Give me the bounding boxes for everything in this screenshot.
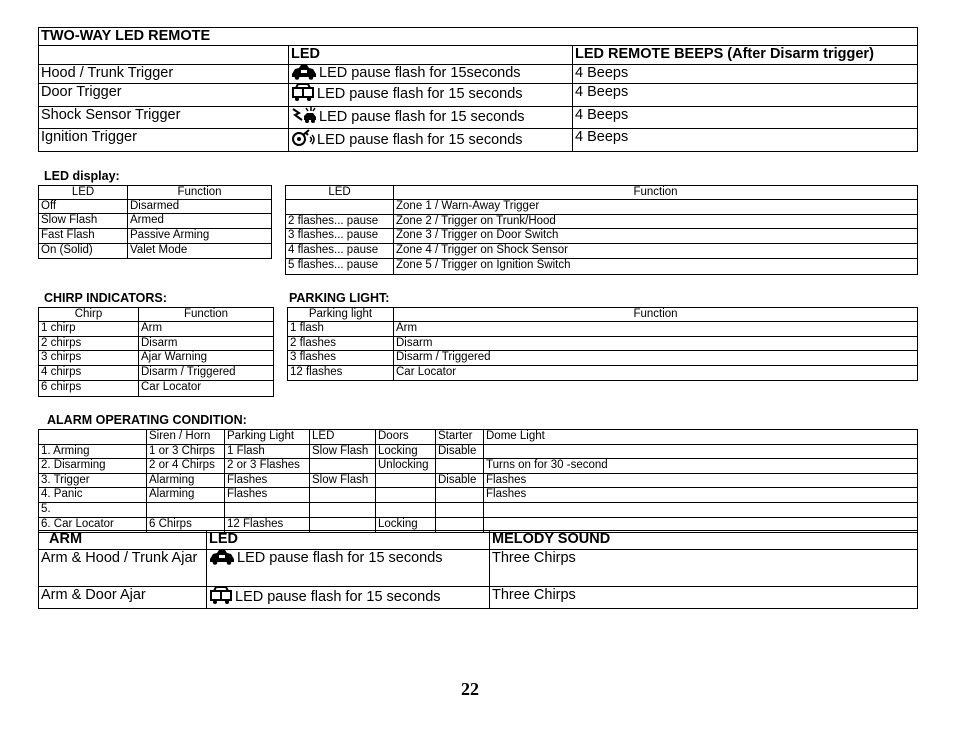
alarm-cell: 12 Flashes [225, 517, 310, 532]
table-row [286, 215, 918, 229]
alarm-cell [484, 445, 918, 459]
two-way-title: TWO-WAY LED REMOTE [39, 28, 918, 46]
led-text: LED pause flash for 15seconds [319, 65, 521, 81]
alarm-cell [436, 459, 484, 474]
function-cell: Car Locator [394, 366, 918, 381]
melody-cell: Three Chirps [490, 550, 918, 587]
alarm-cell [376, 503, 436, 517]
parking-cell: 12 flashes [288, 366, 394, 381]
parking-header: Parking light [288, 308, 394, 322]
alarm-cell [376, 488, 436, 503]
led-cell [289, 107, 573, 129]
function-cell: Disarm / Triggered [139, 366, 274, 380]
function-cell: Disarm [394, 337, 918, 351]
arm-cell: Arm & Door Ajar [39, 587, 207, 609]
alarm-cell: Flashes [484, 488, 918, 503]
led-cell: Off [39, 200, 128, 214]
function-cell: Arm [394, 322, 918, 337]
alarm-header [39, 430, 147, 445]
alarm-header: Doors [376, 430, 436, 445]
led-display-table [38, 185, 271, 259]
alarm-cell [310, 488, 376, 503]
parking-light-table [287, 307, 917, 381]
led-display-header-function: Function [128, 186, 272, 200]
led-cell: 5 flashes... pause [286, 258, 394, 274]
alarm-cell [436, 488, 484, 503]
table-row [39, 587, 918, 609]
function-cell: Disarm / Triggered [394, 351, 918, 366]
alarm-header: Siren / Horn [147, 430, 225, 445]
alarm-cell [147, 503, 225, 517]
beeps-cell: 4 Beeps [573, 129, 918, 152]
alarm-cell: 5. [39, 503, 147, 517]
car-hood-icon [209, 550, 235, 565]
car-hood-icon [291, 65, 317, 80]
led-cell [289, 65, 573, 84]
alarm-header: Dome Light [484, 430, 918, 445]
alarm-cell: 6 Chirps [147, 517, 225, 532]
chirp-function-header: Function [139, 308, 274, 322]
alarm-cell: Flashes [225, 488, 310, 503]
alarm-header: Parking Light [225, 430, 310, 445]
table-row [39, 322, 274, 337]
function-cell: Car Locator [139, 380, 274, 396]
car-door-icon [209, 587, 233, 604]
two-way-led-remote-table [38, 27, 917, 152]
led-cell [289, 129, 573, 152]
header-arm: ARM [39, 531, 207, 550]
shock-sensor-icon [291, 107, 317, 124]
table-row [288, 366, 918, 381]
arm-melody-table [38, 530, 917, 609]
alarm-cell: Flashes [484, 474, 918, 488]
alarm-cell: Slow Flash [310, 445, 376, 459]
led-cell [207, 587, 490, 609]
alarm-cell: Slow Flash [310, 474, 376, 488]
alarm-header: LED [310, 430, 376, 445]
trigger-cell: Shock Sensor Trigger [39, 107, 289, 129]
header-melody: MELODY SOUND [490, 531, 918, 550]
table-row [39, 243, 272, 258]
function-cell: Disarmed [128, 200, 272, 214]
alarm-cell [310, 459, 376, 474]
led-cell: On (Solid) [39, 243, 128, 258]
table-row [39, 214, 272, 229]
table-row [39, 200, 272, 214]
table-row [39, 129, 918, 152]
alarm-cell: Flashes [225, 474, 310, 488]
chirp-cell: 1 chirp [39, 322, 139, 337]
table-row [286, 258, 918, 274]
led-cell: 2 flashes... pause [286, 215, 394, 229]
led-display-header-led: LED [39, 186, 128, 200]
table-row [39, 229, 272, 243]
chirp-cell: 6 chirps [39, 380, 139, 396]
alarm-cell [310, 503, 376, 517]
trigger-cell: Hood / Trunk Trigger [39, 65, 289, 84]
alarm-cell [225, 503, 310, 517]
parking-cell: 2 flashes [288, 337, 394, 351]
table-row [286, 229, 918, 243]
table-row [39, 503, 918, 517]
alarm-cell: 3. Trigger [39, 474, 147, 488]
led-cell: 4 flashes... pause [286, 243, 394, 258]
table-row [288, 337, 918, 351]
table-row [39, 550, 918, 587]
led-text: LED pause flash for 15 seconds [319, 109, 525, 125]
chirp-table [38, 307, 273, 397]
alarm-cell: Locking [376, 517, 436, 532]
chirp-indicators-label: CHIRP INDICATORS: [44, 291, 167, 305]
function-cell: Disarm [139, 337, 274, 351]
alarm-cell: Locking [376, 445, 436, 459]
table-row [39, 351, 274, 366]
alarm-cell: 1 Flash [225, 445, 310, 459]
alarm-operating-label: ALARM OPERATING CONDITION: [47, 413, 247, 427]
function-cell: Ajar Warning [139, 351, 274, 366]
function-cell: Zone 4 / Trigger on Shock Sensor [394, 243, 918, 258]
table-row [288, 322, 918, 337]
table-row [39, 337, 274, 351]
header-beeps: LED REMOTE BEEPS (After Disarm trigger) [573, 46, 918, 65]
function-cell: Passive Arming [128, 229, 272, 243]
parking-function-header: Function [394, 308, 918, 322]
table-row [286, 243, 918, 258]
table-row [39, 459, 918, 474]
led-cell: 3 flashes... pause [286, 229, 394, 243]
function-cell: Zone 2 / Trigger on Trunk/Hood [394, 215, 918, 229]
led-text: LED pause flash for 15 seconds [237, 550, 443, 566]
led-zone-header-function: Function [394, 186, 918, 200]
alarm-operating-table [38, 429, 917, 533]
function-cell: Zone 5 / Trigger on Ignition Switch [394, 258, 918, 274]
table-row [39, 107, 918, 129]
alarm-cell: 1 or 3 Chirps [147, 445, 225, 459]
function-cell: Arm [139, 322, 274, 337]
alarm-cell [436, 503, 484, 517]
parking-cell: 1 flash [288, 322, 394, 337]
led-display-label: LED display: [44, 169, 120, 183]
chirp-cell: 2 chirps [39, 337, 139, 351]
alarm-cell: Disable [436, 474, 484, 488]
alarm-cell: Alarming [147, 488, 225, 503]
alarm-cell: Disable [436, 445, 484, 459]
table-row [39, 474, 918, 488]
led-cell: Fast Flash [39, 229, 128, 243]
led-cell [207, 550, 490, 587]
alarm-cell: 2 or 3 Flashes [225, 459, 310, 474]
arm-cell [39, 550, 207, 587]
alarm-cell: Alarming [147, 474, 225, 488]
table-row [39, 380, 274, 396]
trigger-cell: Door Trigger [39, 84, 289, 107]
beeps-cell: 4 Beeps [573, 84, 918, 107]
beeps-cell: 4 Beeps [573, 65, 918, 84]
led-zone-table [285, 185, 917, 275]
alarm-cell [376, 474, 436, 488]
alarm-cell: 2 or 4 Chirps [147, 459, 225, 474]
function-cell: Zone 1 / Warn-Away Trigger [394, 200, 918, 215]
alarm-cell: 2. Disarming [39, 459, 147, 474]
header-led: LED [289, 46, 573, 65]
alarm-cell: 4. Panic [39, 488, 147, 503]
table-row [288, 351, 918, 366]
table-row [286, 200, 918, 215]
led-text: LED pause flash for 15 seconds [317, 132, 523, 148]
chirp-header: Chirp [39, 308, 139, 322]
alarm-cell [484, 503, 918, 517]
table-row [39, 445, 918, 459]
led-cell [286, 200, 394, 215]
alarm-header-row [39, 430, 918, 445]
alarm-cell: Unlocking [376, 459, 436, 474]
page-number: 22 [461, 679, 479, 699]
trigger-cell: Ignition Trigger [39, 129, 289, 152]
parking-light-label: PARKING LIGHT: [289, 291, 390, 305]
alarm-header: Starter [436, 430, 484, 445]
table-row [39, 65, 918, 84]
table-row [39, 84, 918, 107]
function-cell: Valet Mode [128, 243, 272, 258]
led-cell: Slow Flash [39, 214, 128, 229]
table-row [39, 366, 274, 380]
chirp-cell: 3 chirps [39, 351, 139, 366]
car-door-icon [291, 84, 315, 101]
melody-cell: Three Chirps [490, 587, 918, 609]
parking-cell: 3 flashes [288, 351, 394, 366]
alarm-cell: Turns on for 30 -second [484, 459, 918, 474]
led-text: LED pause flash for 15 seconds [317, 86, 523, 102]
header-empty [39, 46, 289, 65]
led-cell [289, 84, 573, 107]
beeps-cell: 4 Beeps [573, 107, 918, 129]
ignition-key-icon [291, 129, 315, 147]
alarm-cell: 6. Car Locator [39, 517, 147, 532]
arm-text: Arm & Hood / Trunk Ajar [41, 550, 198, 566]
header-led: LED [207, 531, 490, 550]
alarm-cell: 1. Arming [39, 445, 147, 459]
function-cell: Armed [128, 214, 272, 229]
chirp-cell: 4 chirps [39, 366, 139, 380]
led-zone-header-led: LED [286, 186, 394, 200]
led-text: LED pause flash for 15 seconds [235, 589, 441, 605]
table-row [39, 488, 918, 503]
function-cell: Zone 3 / Trigger on Door Switch [394, 229, 918, 243]
